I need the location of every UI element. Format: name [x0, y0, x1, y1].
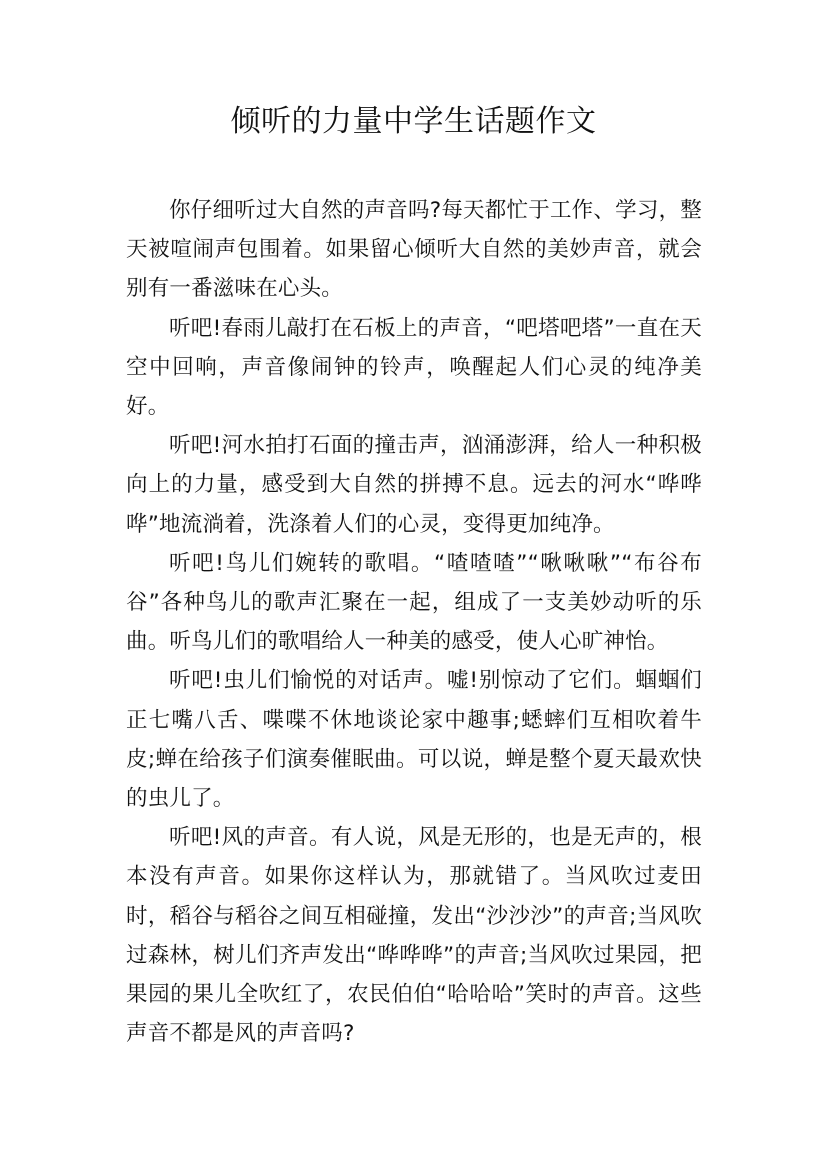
- paragraph: 你仔细听过大自然的声音吗?每天都忙于工作、学习，整天被喧闹声包围着。如果留心倾听大自然的美妙声音，就会别有一番滋味在心头。: [126, 198, 702, 302]
- paragraph: 听吧!鸟儿们婉转的歌唱。“喳喳喳”“啾啾啾”“布谷布谷”各种鸟儿的歌声汇聚在一起，组成了一支美妙动听的乐曲。听鸟儿们的歌唱给人一种美的感受，使人心旷神怡。: [126, 550, 702, 655]
- document-body: [126, 191, 702, 1053]
- paragraph: 听吧!春雨儿敲打在石板上的声音，“吧塔吧塔”一直在天空中回响，声音像闹钟的铃声，唤醒起人们心灵的纯净美好。: [126, 315, 702, 420]
- paragraph: 听吧!虫儿们愉悦的对话声。嘘!别惊动了它们。蝈蝈们正七嘴八舌、喋喋不休地谈论家中趣事;蟋蟀们互相吹着牛皮;蝉在给孩子们演奏催眠曲。可以说，蝉是整个夏天最欢快的虫儿了。: [126, 668, 702, 812]
- paragraph: 听吧!风的声音。有人说，风是无形的，也是无声的，根本没有声音。如果你这样认为，那就错了。当风吹过麦田时，稻谷与稻谷之间互相碰撞，发出“沙沙沙”的声音;当风吹过森林，树儿们齐声发出“哗哗哗”的声音;当风吹过果园，把果园的果儿全吹红了，农民伯伯“哈哈哈”笑时的声音。这些声音不都是风的声音吗?: [126, 825, 702, 1047]
- document-title: 倾听的力量中学生话题作文: [230, 104, 597, 139]
- paragraph: 听吧!河水拍打石面的撞击声，汹涌澎湃，给人一种积极向上的力量，感受到大自然的拼搏不息。远去的河水“哗哗哗”地流淌着，洗涤着人们的心灵，变得更加纯净。: [126, 433, 702, 537]
